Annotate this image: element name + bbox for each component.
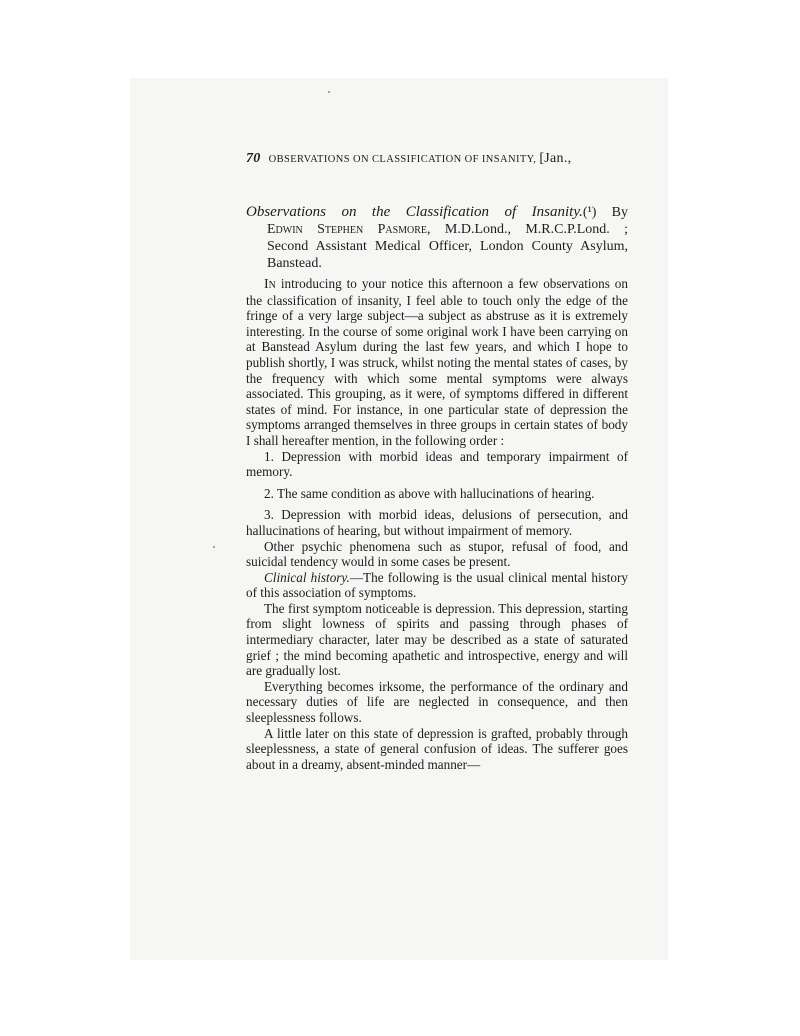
title-line xyxy=(246,204,628,221)
list-item-2: 2. The same condition as above with hallucinations of hearing. xyxy=(264,485,595,501)
scan-speck xyxy=(328,91,330,93)
author-location: Banstead. xyxy=(267,256,322,271)
scan-speck xyxy=(213,546,215,548)
running-head xyxy=(246,151,628,171)
running-head-date: [Jan., xyxy=(539,151,572,166)
clinical-history-heading: Clinical history. xyxy=(264,569,350,585)
intro-paragraph xyxy=(246,276,628,449)
page-number: 70 xyxy=(246,151,261,166)
article-body xyxy=(246,276,628,772)
byline-by: By xyxy=(611,205,629,220)
article-heading xyxy=(246,204,628,272)
intro-lead-word: In xyxy=(264,277,276,292)
other-phenomena-paragraph: Other psychic phenomena such as stupor, refusal of food, and suicidal tendency would in some cases be present. xyxy=(246,538,628,570)
article-title: Observations on the Classification of Insanity. xyxy=(246,204,583,220)
irksome-paragraph: Everything becomes irksome, the performance of the ordinary and necessary duties of life are neglected in consequence, and then sleeplessness follows. xyxy=(246,678,628,726)
author-position: Second Assistant Medical Officer, London County Asylum, xyxy=(267,239,628,254)
list-item-1: 1. Depression with morbid ideas and temporary impairment of memory. xyxy=(246,448,628,480)
author-name: Edwin Stephen Pasmore, xyxy=(267,222,431,237)
running-title: OBSERVATIONS ON CLASSIFICATION OF INSANITY, xyxy=(268,154,537,165)
first-symptom-paragraph: The first symptom noticeable is depression. This depression, starting from slight lowness of spirits and passing through phases of intermediary character, later may be described as a state of saturated grief ; the mind becoming apathetic and introspective, energy and will are gradually lost. xyxy=(246,600,628,679)
later-paragraph: A little later on this state of depression is grafted, probably through sleeplessness, a state of general confusion of ideas. The sufferer goes about in a dreamy, absent-minded manner— xyxy=(246,725,628,772)
author-line xyxy=(246,221,628,238)
footnote-mark: (¹) xyxy=(582,205,597,220)
clinical-history-text: —The following is the usual clinical mental history of this association of symptoms. xyxy=(246,569,628,601)
clinical-history-paragraph xyxy=(246,570,628,601)
author-degrees: M.D.Lond., M.R.C.P.Lond. ; xyxy=(444,222,629,237)
list-item-3: 3. Depression with morbid ideas, delusions of persecution, and hallucinations of hearing, but without impairment of memory. xyxy=(246,507,628,538)
intro-text: introducing to your notice this afternoon a few observations on the classification of insanity, I feel able to touch only the edge of the fringe of a very large subject—a subject as abstruse as it is extremely interesting. In the course of some original work I have been carrying on at Banstead Asylum during the last few years, and which I hope to publish shortly, I was struck, whilst noting the mental states of cases, by the frequency with which some mental symptoms were always associated. This grouping, as it were, of symptoms differed in different states of mind. For instance, in one particular state of depression the symptoms arranged themselves in three groups in certain states of body I shall hereafter mention, in the following order : xyxy=(246,276,628,448)
